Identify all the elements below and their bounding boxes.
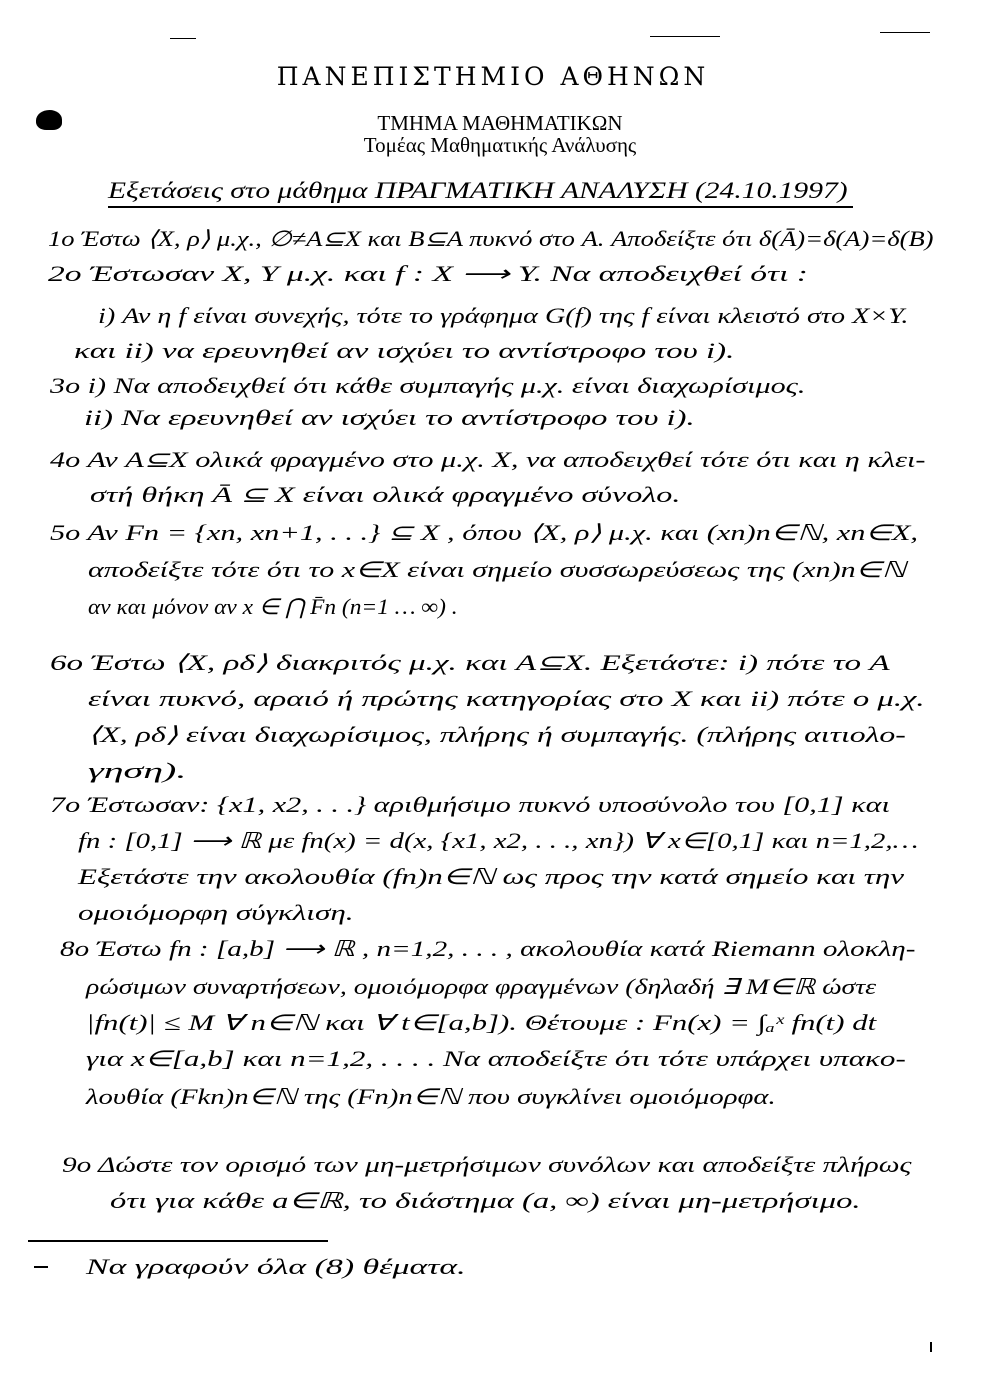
problem-5-cont: αποδείξτε τότε ότι το x∈X είναι σημείο συσσωρεύσεως της (xn)n∈ℕ: [88, 557, 906, 582]
problem-6: 6ο Έστω ⟨X, ρδ⟩ διακριτός μ.χ. και A⊆X. Εξετάστε: i) πότε το A: [50, 650, 890, 675]
problem-2-part-i: i) Αν η f είναι συνεχής, τότε το γράφημα G(f) της f είναι κλειστό στο X×Y.: [98, 303, 909, 328]
problem-5-cont: αν και μόνον αν x ∈ ⋂ F̄n (n=1 … ∞) .: [88, 594, 458, 619]
problem-6-cont: είναι πυκνό, αραιό ή πρώτης κατηγορίας στο X και ii) πότε ο μ.χ.: [88, 686, 925, 711]
footer-dash: [34, 1266, 48, 1268]
section-name: Τομέας Μαθηματικής Ανάλυσης: [363, 133, 637, 157]
problem-7-cont: fn : [0,1] ⟶ ℝ με fn(x) = d(x, {x1, x2, . . ., xn}) ∀ x∈[0,1] και n=1,2,…: [78, 828, 919, 853]
problem-7: 7ο Έστωσαν: {x1, x2, . . .} αριθμήσιμο πυκνό υποσύνολο του [0,1] και: [50, 792, 890, 817]
exam-title: Εξετάσεις στο μάθημα ΠΡΑΓΜΑΤΙΚΗ ΑΝΑΛΥΣΗ (24.10.1997): [108, 178, 848, 203]
problem-2-part-ii: και ii) να ερευνηθεί αν ισχύει το αντίστροφο του i).: [74, 338, 735, 363]
scan-speck: [880, 32, 930, 33]
scan-speck: [930, 1342, 932, 1352]
problem-8-cont: για x∈[a,b] και n=1,2, . . . . Να αποδείξτε ότι τότε υπάρχει υπακο-: [86, 1046, 906, 1071]
department-heading: [250, 112, 750, 156]
problem-6-cont: γηση).: [88, 758, 187, 783]
problem-7-cont: ομοιόμορφη σύγκλιση.: [78, 900, 354, 925]
problem-4-cont: στή θήκη Ā ⊆ X είναι ολικά φραγμένο σύνολο.: [90, 482, 681, 507]
department-name: ΤΜΗΜΑ ΜΑΘΗΜΑΤΙΚΩΝ: [377, 111, 623, 135]
scan-speck: [650, 36, 720, 37]
university-title: ΠΑΝΕΠΙΣΤΗΜΙΟ ΑΘΗΝΩΝ: [276, 62, 710, 91]
problem-2: 2ο Έστωσαν X, Y μ.χ. και f : X ⟶ Y. Να αποδειχθεί ότι :: [48, 261, 808, 286]
problem-8-cont: λουθία (Fkn)n∈ℕ της (Fn)n∈ℕ που συγκλίνει ομοιόμορφα.: [86, 1084, 776, 1109]
problem-3: 3ο i) Να αποδειχθεί ότι κάθε συμπαγής μ.χ. είναι διαχωρίσιμος.: [50, 373, 806, 398]
problem-1: 1ο Έστω ⟨X, ρ⟩ μ.χ., ∅≠A⊆X και B⊆A πυκνό στο A. Αποδείξτε ότι δ(Ā)=δ(A)=δ(B): [48, 226, 934, 251]
problem-6-cont: ⟨X, ρδ⟩ είναι διαχωρίσιμος, πλήρης ή συμπαγής. (πλήρης αιτιολο-: [88, 722, 906, 747]
problem-7-cont: Εξετάστε την ακολουθία (fn)n∈ℕ ως προς την κατά σημείο και την: [78, 864, 905, 889]
problem-8-cont: |fn(t)| ≤ M ∀ n∈ℕ και ∀ t∈[a,b]). Θέτουμε : Fn(x) = ∫ₐˣ fn(t) dt: [86, 1010, 877, 1035]
problem-4: 4ο Αν A⊆X ολικά φραγμένο στο μ.χ. X, να αποδειχθεί τότε ότι και η κλει-: [50, 447, 926, 472]
ink-blot: [36, 110, 62, 130]
exam-title-box: [108, 176, 853, 208]
problem-5: 5ο Αν Fn = {xn, xn+1, . . .} ⊆ X , όπου ⟨X, ρ⟩ μ.χ. και (xn)n∈ℕ, xn∈X,: [50, 520, 919, 545]
problem-3-part-ii: ii) Να ερευνηθεί αν ισχύει το αντίστροφο του i).: [84, 405, 695, 430]
footer-note: Να γραφούν όλα (8) θέματα.: [86, 1254, 466, 1279]
scan-speck: [170, 38, 196, 39]
footer-rule: [28, 1240, 328, 1242]
problem-9: 9ο Δώστε τον ορισμό των μη-μετρήσιμων συνόλων και αποδείξτε πλήρως: [62, 1152, 912, 1177]
problem-8-cont: ρώσιμων συναρτήσεων, ομοιόμορφα φραγμένων (δηλαδή ∃ M∈ℝ ώστε: [86, 974, 877, 999]
problem-8: 8ο Έστω fn : [a,b] ⟶ ℝ , n=1,2, . . . , ακολουθία κατά Riemann ολοκλη-: [60, 936, 916, 961]
problem-9-cont: ότι για κάθε a∈ℝ, το διάστημα (a, ∞) είναι μη-μετρήσιμο.: [110, 1188, 861, 1213]
